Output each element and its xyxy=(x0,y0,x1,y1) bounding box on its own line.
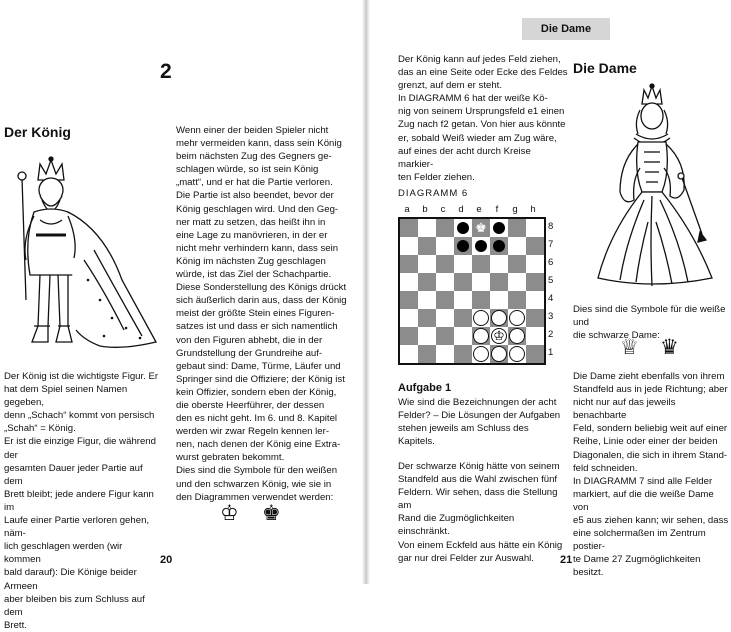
text-line: feld schneiden. xyxy=(573,462,638,474)
board-square-g5 xyxy=(508,273,526,291)
board-square-f1 xyxy=(490,345,508,363)
black-target-dot xyxy=(457,222,469,234)
text-line: Zug nach f2 getan. Von hier aus könnte xyxy=(398,119,566,131)
text-line: „matt“, und er hat die Partie verloren. xyxy=(176,177,333,189)
board-square-d1 xyxy=(454,345,472,363)
board-square-c8 xyxy=(436,219,454,237)
board-square-a7 xyxy=(400,237,418,255)
text-line: nig von seinem Ursprungsfeld e1 einen xyxy=(398,106,565,118)
text-line: gesamten Dauer jeder Partie auf dem xyxy=(4,462,143,487)
board-square-e8 xyxy=(472,219,490,237)
text-line: In DIAGRAMM 7 sind alle Felder xyxy=(573,475,713,487)
text-line: Wenn einer der beiden Spieler nicht xyxy=(176,125,329,136)
white-target-ring xyxy=(509,346,525,362)
file-label: a xyxy=(404,204,410,215)
board-square-f8 xyxy=(490,219,508,237)
file-label: g xyxy=(512,204,518,215)
text-line: ten Felder ziehen. xyxy=(398,171,475,183)
board-square-b1 xyxy=(418,345,436,363)
text-line: Er ist die einzige Figur, die während der xyxy=(4,436,156,461)
board-square-f2 xyxy=(490,327,508,345)
text-line: bald darauf): Die Könige beider Armeen xyxy=(4,567,137,592)
board-square-d5 xyxy=(454,273,472,291)
board-square-d6 xyxy=(454,255,472,273)
white-target-ring xyxy=(491,346,507,362)
white-queen-symbol: ♕ xyxy=(620,336,639,359)
white-target-ring xyxy=(509,310,525,326)
board-square-b2 xyxy=(418,327,436,345)
text-line: die schwarze Dame: xyxy=(573,330,660,342)
text-line: meist der größte Stein eines Figuren- xyxy=(176,308,335,320)
board-square-d2 xyxy=(454,327,472,345)
text-line: kein Offizier, sondern eben der König, xyxy=(176,386,337,398)
text-line: Rand die Zugmöglichkeiten einschränkt. xyxy=(398,513,515,538)
board-square-c3 xyxy=(436,309,454,327)
board-square-h5 xyxy=(526,273,544,291)
board-square-c2 xyxy=(436,327,454,345)
text-line: „Schah“ = König. xyxy=(4,423,76,435)
board-square-a5 xyxy=(400,273,418,291)
board-square-f6 xyxy=(490,255,508,273)
board-square-h8 xyxy=(526,219,544,237)
chess-board xyxy=(398,217,546,365)
board-square-h4 xyxy=(526,291,544,309)
board-square-d8 xyxy=(454,219,472,237)
board-square-d4 xyxy=(454,291,472,309)
text-line: eine Lage zu manövrieren, in der er xyxy=(176,229,328,241)
text-line: te Dame 27 Zugmöglichkeiten besitzt. xyxy=(573,554,701,579)
diagram-rank-labels xyxy=(548,219,560,363)
board-square-b6 xyxy=(418,255,436,273)
rank-label: 7 xyxy=(548,239,554,250)
board-square-e2 xyxy=(472,327,490,345)
board-square-f5 xyxy=(490,273,508,291)
text-line: Standfeld aus die Wahl zwischen fünf xyxy=(398,474,558,486)
board-square-h1 xyxy=(526,345,544,363)
text-line: von den Figuren abhebt, die in der xyxy=(176,334,323,346)
board-square-c4 xyxy=(436,291,454,309)
text-line: Feld, sondern beliebig weit auf einer xyxy=(573,423,728,435)
right-col1-bottom-text xyxy=(398,460,568,565)
text-line: eine solchermaßen im Zentrum postier- xyxy=(573,528,706,553)
page-number-left: 20 xyxy=(160,554,173,566)
text-line: ner matt zu setzen, das heißt ihn in xyxy=(176,216,326,228)
text-line: Dies sind die Symbole für die weiße und xyxy=(573,304,726,329)
queen-symbols-intro xyxy=(573,303,729,342)
text-line: Grundstellung der Grundreihe auf- xyxy=(176,347,323,359)
text-line: hat dem Spiel seinen Namen gegeben, xyxy=(4,384,128,409)
board-square-h7 xyxy=(526,237,544,255)
text-line: König geschlagen wird. Und den Geg- xyxy=(176,203,339,215)
text-line: nicht mehr verhindern kann, dass sein xyxy=(176,242,339,254)
text-line: Diese Sonderstellung des Königs drückt xyxy=(176,282,347,294)
white-target-ring xyxy=(491,310,507,326)
black-target-dot xyxy=(493,240,505,252)
aufgabe-title: Aufgabe 1 xyxy=(398,382,452,394)
text-line: Springer sind die Offiziere; der König ist xyxy=(176,373,345,385)
board-square-e3 xyxy=(472,309,490,327)
board-square-e6 xyxy=(472,255,490,273)
text-line: nen, nach denen der König eine Extra- xyxy=(176,439,341,451)
text-line: Die Partie ist also beendet, bevor der xyxy=(176,190,334,202)
rank-label: 1 xyxy=(548,347,554,358)
text-line: mehr vermeiden kann, dass sein König xyxy=(176,138,342,150)
text-line: e5 aus ziehen kann; wir sehen, dass xyxy=(573,515,729,527)
rank-label: 3 xyxy=(548,311,554,322)
text-line: markiert, auf die die weiße Dame von xyxy=(573,488,714,513)
white-king-symbol: ♔ xyxy=(220,502,239,525)
rank-label: 4 xyxy=(548,293,554,304)
text-line: Von einem Eckfeld aus hätte ein König xyxy=(398,539,563,551)
file-label: b xyxy=(422,204,428,215)
white-king-piece: ♔ xyxy=(493,328,505,343)
file-label: e xyxy=(476,204,482,215)
board-square-g2 xyxy=(508,327,526,345)
board-square-d7 xyxy=(454,237,472,255)
board-square-a1 xyxy=(400,345,418,363)
board-square-h3 xyxy=(526,309,544,327)
board-square-a2 xyxy=(400,327,418,345)
board-square-g6 xyxy=(508,255,526,273)
text-line: König im nächsten Zug geschlagen xyxy=(176,255,326,267)
right-col2-bottom-text xyxy=(573,370,729,580)
board-square-g8 xyxy=(508,219,526,237)
text-line: Diagonalen, die sich in ihrem Stand- xyxy=(573,449,728,461)
file-label: c xyxy=(440,204,446,215)
white-target-ring xyxy=(473,328,489,344)
rank-label: 8 xyxy=(548,221,554,232)
white-target-ring xyxy=(473,310,489,326)
text-line: schlagen würde, so ist sein König xyxy=(176,164,319,176)
left-col1-text xyxy=(4,370,160,632)
text-line: Feldern. Wir sehen, dass die Stellung am xyxy=(398,487,558,512)
board-square-g4 xyxy=(508,291,526,309)
black-queen-symbol: ♛ xyxy=(660,336,679,359)
text-line: Felder? – Die Lösungen der Aufgaben xyxy=(398,410,561,422)
text-line: das an eine Seite oder Ecke des Feldes xyxy=(398,67,568,79)
board-square-c7 xyxy=(436,237,454,255)
white-target-ring xyxy=(509,328,525,344)
text-line: und den schwarzen König, wie sie in xyxy=(176,478,332,490)
text-line: Brett. xyxy=(4,619,27,631)
board-square-f4 xyxy=(490,291,508,309)
diagram-file-labels xyxy=(398,204,558,216)
text-line: wurst gebraten bekommt. xyxy=(176,452,285,464)
black-target-dot xyxy=(457,240,469,252)
text-line: stehen jeweils am Schluss des Kapitels. xyxy=(398,423,529,448)
text-line: auf eines der acht durch Kreise markier- xyxy=(398,145,531,170)
diagram-label: DIAGRAMM 6 xyxy=(398,188,469,199)
black-target-dot xyxy=(475,240,487,252)
board-square-d3 xyxy=(454,309,472,327)
text-line: sich äußerlich darin aus, dass der König xyxy=(176,295,347,307)
text-line: werden wir zwar Regeln kennen ler- xyxy=(176,426,330,438)
text-line: Standfeld aus in jede Richtung; aber xyxy=(573,384,728,396)
board-square-e4 xyxy=(472,291,490,309)
text-line: Der schwarze König hätte von seinem xyxy=(398,461,560,472)
text-line: In DIAGRAMM 6 hat der weiße Kö- xyxy=(398,93,548,105)
section-title-dame: Die Dame xyxy=(573,60,637,76)
board-square-g1 xyxy=(508,345,526,363)
text-line: nicht nur auf das jeweils benachbarte xyxy=(573,397,676,422)
black-king-symbol: ♚ xyxy=(262,502,281,525)
text-line: den Diagrammen verwendet werden: xyxy=(176,491,334,503)
white-target-ring xyxy=(473,346,489,362)
text-line: gebaut sind: Dame, Türme, Läufer und xyxy=(176,360,341,372)
board-square-a4 xyxy=(400,291,418,309)
text-line: satzes ist und dass er sich namentlich xyxy=(176,321,338,333)
board-square-f7 xyxy=(490,237,508,255)
page-number-right: 21 xyxy=(560,554,573,566)
right-col1-top-text xyxy=(398,53,568,184)
file-label: d xyxy=(458,204,464,215)
board-square-e7 xyxy=(472,237,490,255)
board-square-c5 xyxy=(436,273,454,291)
board-square-g7 xyxy=(508,237,526,255)
book-gutter xyxy=(362,0,370,584)
board-square-b8 xyxy=(418,219,436,237)
text-line: lich geschlagen werden (wir kommen xyxy=(4,541,123,566)
text-line: den es nicht geht. Im 6. und 8. Kapitel xyxy=(176,413,338,425)
black-target-dot xyxy=(493,222,505,234)
text-line: gar nur drei Felder zur Auswahl. xyxy=(398,552,534,564)
board-square-a8 xyxy=(400,219,418,237)
chapter-number: 2 xyxy=(160,60,172,83)
rank-label: 2 xyxy=(548,329,554,340)
text-line: Dies sind die Symbole für den weißen xyxy=(176,465,338,477)
file-label: f xyxy=(495,204,499,215)
board-square-b7 xyxy=(418,237,436,255)
board-square-h2 xyxy=(526,327,544,345)
board-square-c6 xyxy=(436,255,454,273)
text-line: Laufe einer Partie verloren gehen, näm- xyxy=(4,515,150,540)
board-square-e5 xyxy=(472,273,490,291)
text-line: denn „Schach“ kommt von persisch xyxy=(4,410,155,422)
section-title-koenig: Der König xyxy=(4,124,71,140)
running-head: Die Dame xyxy=(522,18,610,40)
rank-label: 6 xyxy=(548,257,554,268)
board-square-b4 xyxy=(418,291,436,309)
black-king-piece: ♚ xyxy=(475,220,487,235)
text-line: grenzt, auf dem er steht. xyxy=(398,80,502,92)
board-square-g3 xyxy=(508,309,526,327)
left-col2-text xyxy=(176,124,356,504)
text-line: Der König kann auf jedes Feld ziehen, xyxy=(398,54,561,65)
board-square-b3 xyxy=(418,309,436,327)
text-line: Reihe, Linie oder einer der beiden xyxy=(573,436,718,448)
file-label: h xyxy=(530,204,536,215)
board-square-e1 xyxy=(472,345,490,363)
board-square-a6 xyxy=(400,255,418,273)
aufgabe-text xyxy=(398,396,568,448)
text-line: er, sobald Weiß wieder am Zug wäre, xyxy=(398,132,557,144)
text-line: beim nächsten Zug des Gegners ge- xyxy=(176,151,332,163)
board-square-h6 xyxy=(526,255,544,273)
text-line: Brett bleibt; jede andere Figur kann im xyxy=(4,488,154,513)
text-line: Die Dame zieht ebenfalls von ihrem xyxy=(573,371,725,382)
king-illustration xyxy=(4,150,160,360)
board-square-b5 xyxy=(418,273,436,291)
text-line: die oberste Heerführer, der dessen xyxy=(176,399,325,411)
text-line: würde, ist das Ziel der Schachpartie. xyxy=(176,269,332,281)
text-line: aber bleiben bis zum Schluss auf dem xyxy=(4,593,145,618)
board-square-f3 xyxy=(490,309,508,327)
queen-illustration xyxy=(590,82,720,292)
board-square-a3 xyxy=(400,309,418,327)
text-line: Der König ist die wichtigste Figur. Er xyxy=(4,371,159,382)
text-line: Wie sind die Bezeichnungen der acht xyxy=(398,397,557,408)
rank-label: 5 xyxy=(548,275,554,286)
board-square-c1 xyxy=(436,345,454,363)
